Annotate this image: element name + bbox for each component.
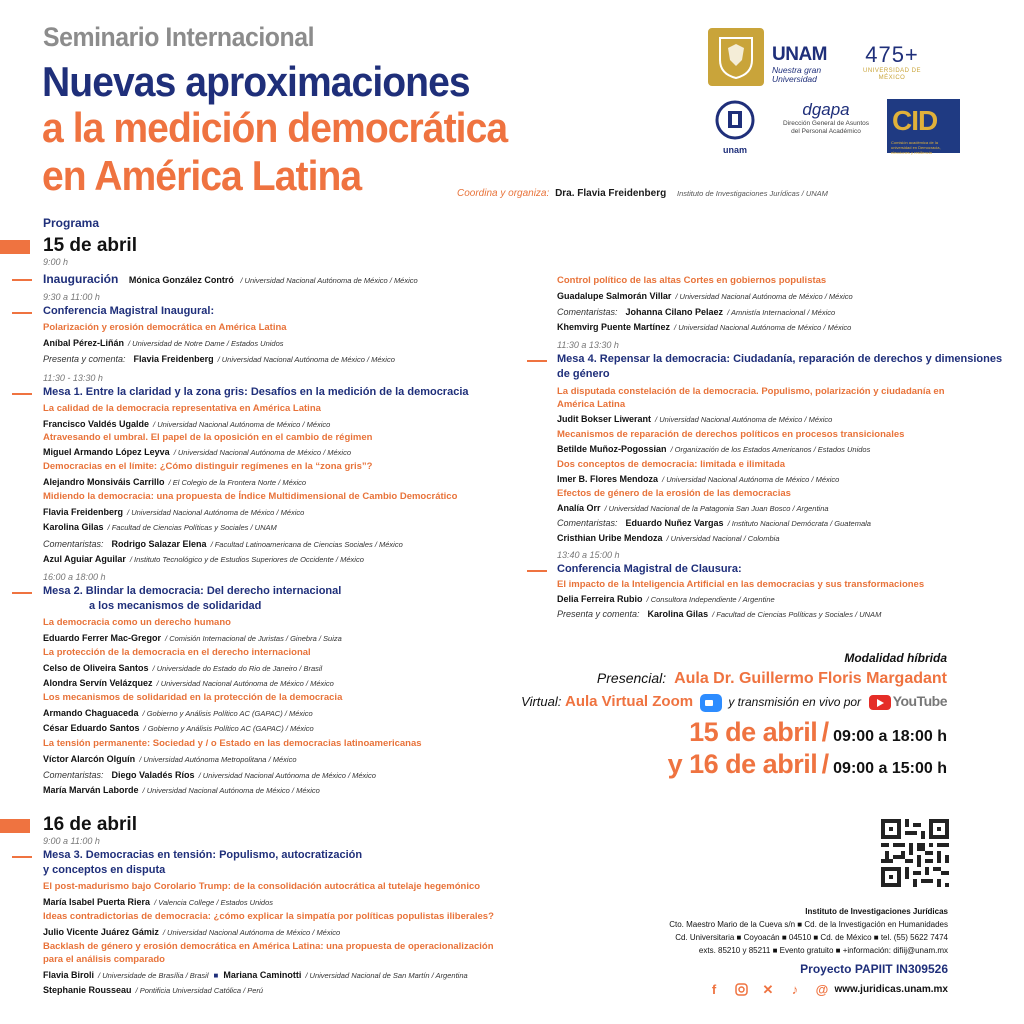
speaker-name: Delia Ferreira Rubio xyxy=(557,594,643,604)
speaker-name: Cristhian Uribe Mendoza xyxy=(557,533,663,543)
speaker-name: Rodrigo Salazar Elena xyxy=(111,539,207,549)
speaker-name: Judit Bokser Liwerant xyxy=(557,414,652,424)
time-slot: 11:30 a 13:30 h xyxy=(557,340,619,350)
speaker-affiliation: / Instituto Tecnológico y de Estudios Superiores de Occidente / México xyxy=(129,555,364,564)
speaker-line xyxy=(43,927,340,937)
speaker-name: María Isabel Puerta Riera xyxy=(43,897,151,907)
anniversary-number: 475+ xyxy=(865,42,919,67)
inauguration-line xyxy=(43,272,418,286)
speaker-affiliation: / Universidad Nacional Autónoma de México / México xyxy=(662,475,840,484)
address-line-2: Cd. Universitaria ■ Coyoacán ■ 04510 ■ Cd. de México ■ tel. (55) 5622 7474 xyxy=(675,933,948,942)
qr-code[interactable] xyxy=(881,819,949,887)
youtube-wordmark[interactable]: YouTube xyxy=(892,693,947,709)
talk-title: El post-madurismo bajo Corolario Trump: de la consolidación autocrática al tutelaje hegemónico xyxy=(43,881,481,892)
speaker-line xyxy=(557,414,832,424)
institution-name: Instituto de Investigaciones Jurídicas xyxy=(805,907,948,916)
virtual-label: Virtual: xyxy=(521,694,562,709)
time-slot: 11:30 - 13:30 h xyxy=(43,373,103,383)
speaker-name: Azul Aguiar Aguilar xyxy=(43,554,126,564)
commentator-line xyxy=(557,533,779,543)
speaker-name: Flavia Biroli xyxy=(43,970,95,980)
speaker-name: Stephanie Rousseau xyxy=(43,985,132,995)
speaker-affiliation: / Comisión Internacional de Juristas / Ginebra / Suiza xyxy=(165,634,342,643)
commentator-line xyxy=(557,307,835,317)
speaker-name: Mónica González Contró xyxy=(128,275,234,285)
program-label: Programa xyxy=(43,216,100,230)
inauguration-title: Inauguración xyxy=(43,272,119,286)
speaker-name: Flavia Freidenberg xyxy=(43,507,124,517)
role-label: Comentaristas: xyxy=(557,307,618,317)
day-marker xyxy=(0,819,30,833)
speaker-affiliation: / Instituto Nacional Demócrata / Guatemala xyxy=(727,519,871,528)
speaker-line xyxy=(43,723,314,733)
dgapa-wordmark: dgapa xyxy=(802,100,850,119)
session-marker xyxy=(527,360,547,362)
talk-title: Midiendo la democracia: una propuesta de Índice Multidimensional de Cambio Democrático xyxy=(43,491,458,502)
speaker-affiliation: / El Colegio de la Frontera Norte / México xyxy=(168,478,307,487)
talk-title: Polarización y erosión democrática en América Latina xyxy=(43,322,287,333)
talk-title: Mecanismos de reparación de derechos políticos en procesos transicionales xyxy=(557,429,905,440)
role-label: Presenta y comenta: xyxy=(557,609,640,619)
title-line-2: a la medición democrática xyxy=(42,104,508,151)
instagram-icon[interactable] xyxy=(734,983,748,997)
project-id: Proyecto PAPIIT IN309526 xyxy=(800,962,948,976)
session-title-cont: de género xyxy=(557,368,610,380)
speaker-affiliation: / Universidad Nacional Autónoma de México / México xyxy=(153,420,331,429)
speaker-name: César Eduardo Santos xyxy=(43,723,140,733)
speaker-affiliation: / Universidad Nacional Autónoma de México / México xyxy=(240,276,418,285)
session-title-cont: a los mecanismos de solidaridad xyxy=(89,600,262,612)
speaker-name: Betilde Muñoz-Pogossian xyxy=(557,444,667,454)
speaker-name: Mariana Caminotti xyxy=(223,970,302,980)
unam-wordmark: UNAM xyxy=(772,44,827,65)
session-title: Conferencia Magistral de Clausura: xyxy=(557,563,742,575)
iij-sub: unam xyxy=(722,145,747,155)
talk-title: La protección de la democracia en el derecho internacional xyxy=(43,647,311,658)
threads-icon[interactable]: @ xyxy=(815,982,829,997)
coordinator xyxy=(457,188,828,199)
speaker-line xyxy=(557,474,839,484)
speaker-name: Armando Chaguaceda xyxy=(43,708,139,718)
cid-logo xyxy=(887,99,960,153)
speaker-name: Víctor Alarcón Olguín xyxy=(43,754,136,764)
day-marker xyxy=(0,240,30,254)
session-marker xyxy=(12,592,32,594)
speaker-line xyxy=(43,708,313,718)
unam-shield-logo xyxy=(708,28,764,86)
speaker-affiliation: / Universidade de Brasília / Brasil xyxy=(98,971,209,980)
speaker-name: Flavia Freidenberg xyxy=(133,354,214,364)
speaker-name: Khemvirg Puente Martínez xyxy=(557,322,671,332)
speaker-affiliation: / Amnistía Internacional / México xyxy=(727,308,836,317)
speaker-affiliation: / Universidad Nacional de la Patagonia San Juan Bosco / Argentina xyxy=(604,504,829,513)
speaker-affiliation: / Universidad Nacional Autónoma de México / México xyxy=(675,292,853,301)
speaker-name: Alejandro Monsiváis Carrillo xyxy=(43,477,165,487)
speaker-line xyxy=(557,594,775,604)
speaker-name: Eduardo Ferrer Mac-Gregor xyxy=(43,633,162,643)
date-separator: / xyxy=(821,717,829,747)
talk-title: La disputada constelación de la democracia. Populismo, polarización y ciudadanía en xyxy=(557,386,945,397)
zoom-icon xyxy=(700,694,722,712)
speaker-line xyxy=(557,503,829,513)
unam-slogan: Nuestra gran Universidad xyxy=(772,65,822,84)
in-person-venue xyxy=(597,670,947,688)
speaker-affiliation: / Universidad Nacional Autónoma de México / México xyxy=(655,415,833,424)
date-line-1 xyxy=(689,717,947,748)
speaker-affiliation: / Universidad Nacional / Colombia xyxy=(666,534,780,543)
speaker-line: Flavia Biroli / Universidade de Brasília / Brasil ■ Mariana Caminotti / Universidad Nacional de San Martín / Argentina xyxy=(43,970,468,980)
virtual-venue xyxy=(521,693,947,712)
speaker-line xyxy=(43,447,351,457)
speaker-affiliation: / Universidad Nacional de San Martín / Argentina xyxy=(305,971,468,980)
role-label: Comentaristas: xyxy=(43,539,104,549)
role-label: Presenta y comenta: xyxy=(43,354,126,364)
speaker-line xyxy=(43,338,284,348)
coordinator-institution: Instituto de Investigaciones Jurídicas / UNAM xyxy=(677,189,828,198)
speaker-affiliation: / Universidad de Notre Dame / Estados Unidos xyxy=(128,339,284,348)
speaker-line xyxy=(557,444,870,454)
date-separator: / xyxy=(821,749,829,779)
speaker-name: Francisco Valdés Ugalde xyxy=(43,419,150,429)
speaker-name: María Marván Laborde xyxy=(43,785,139,795)
session-marker xyxy=(12,856,32,858)
time-slot: 13:40 a 15:00 h xyxy=(557,550,620,560)
hours-1: 09:00 a 18:00 h xyxy=(833,728,947,745)
commentator-line xyxy=(43,785,320,795)
presenter-line xyxy=(43,354,395,364)
session-marker xyxy=(12,312,32,314)
speaker-name: Celso de Oliveira Santos xyxy=(43,663,149,673)
youtube-icon xyxy=(869,695,891,710)
role-label: Comentaristas: xyxy=(557,518,618,528)
talk-title: Los mecanismos de solidaridad en la protección de la democracia xyxy=(43,692,343,703)
commentator-line xyxy=(557,518,871,528)
address-line-1: Cto. Maestro Mario de la Cueva s/n ■ Cd. de la Investigación en Humanidades xyxy=(669,920,948,929)
stream-text: y transmisión en vivo por xyxy=(728,695,862,709)
session-title: Mesa 2. Blindar la democracia: Del derecho internacional xyxy=(43,585,342,597)
title-line-1: Nuevas aproximaciones xyxy=(42,58,470,105)
title-line-3: en América Latina xyxy=(42,152,362,199)
session-title: Mesa 1. Entre la claridad y la zona gris: Desafíos en la medición de la democracia xyxy=(43,386,469,398)
address-line-3: exts. 85210 y 85211 ■ Evento gratuito ■ +información: difiij@unam.mx xyxy=(698,946,948,955)
speaker-affiliation: / Universidad Nacional Autónoma de México / México xyxy=(142,786,320,795)
speaker-name: Alondra Servín Velázquez xyxy=(43,678,153,688)
speaker-affiliation: / Universidade do Estado do Rio de Janeiro / Brasil xyxy=(152,664,323,673)
speaker-line xyxy=(43,477,306,487)
commentator-line xyxy=(43,770,376,780)
tiktok-icon[interactable]: ♪ xyxy=(791,982,799,997)
speaker-affiliation: / Gobierno y Análisis Político AC (GAPAC) / México xyxy=(143,724,314,733)
cid-wordmark: CID xyxy=(892,105,938,136)
facebook-icon[interactable]: f xyxy=(711,982,717,997)
talk-title: Efectos de género de la erosión de las democracias xyxy=(557,488,791,499)
speaker-name: Diego Valadés Ríos xyxy=(111,770,195,780)
talk-title: La calidad de la democracia representativa en América Latina xyxy=(43,403,321,414)
talk-title: La democracia como un derecho humano xyxy=(43,617,231,628)
speaker-affiliation: / Universidad Nacional Autónoma de México / México xyxy=(156,679,334,688)
speaker-name: Imer B. Flores Mendoza xyxy=(557,474,659,484)
speaker-name: Eduardo Nuñez Vargas xyxy=(625,518,724,528)
speaker-affiliation: / Universidad Nacional Autónoma de México / México xyxy=(674,323,852,332)
session-marker xyxy=(12,393,32,395)
speaker-line xyxy=(43,985,263,995)
talk-title: Democracias en el límite: ¿Cómo distinguir regímenes en la “zona gris”? xyxy=(43,461,373,472)
speaker-line xyxy=(43,419,330,429)
talk-title: Atravesando el umbral. El papel de la oposición en el cambio de régimen xyxy=(43,432,373,443)
talk-title-cont: para el análisis comparado xyxy=(43,954,165,965)
speaker-affiliation: / Universidad Nacional Autónoma de México / México xyxy=(127,508,305,517)
anniversary-sub: UNIVERSIDAD DE MÉXICO xyxy=(862,68,921,81)
commentator-line xyxy=(43,554,364,564)
coordinator-label: Coordina y organiza: xyxy=(457,188,550,199)
anniversary-logo xyxy=(860,42,924,88)
role-label: Comentaristas: xyxy=(43,770,104,780)
talk-title-cont: América Latina xyxy=(557,399,626,410)
speaker-affiliation: / Universidad Autónoma Metropolitana / México xyxy=(139,755,297,764)
speaker-affiliation: / Gobierno y Análisis Político AC (GAPAC) / México xyxy=(142,709,313,718)
speaker-name: Miguel Armando López Leyva xyxy=(43,447,170,457)
talk-title: El impacto de la Inteligencia Artificial en las democracias y sus transformaciones xyxy=(557,579,925,590)
session-marker xyxy=(527,570,547,572)
speaker-line xyxy=(43,522,277,532)
speaker-affiliation: / Universidad Nacional Autónoma de México / México xyxy=(198,771,376,780)
speaker-line xyxy=(43,678,334,688)
speaker-affiliation: / Facultad Latinoamericana de Ciencias Sociales / México xyxy=(210,540,403,549)
speaker-affiliation: / Facultad de Ciencias Políticas y Sociales / UNAM xyxy=(712,610,882,619)
modality-heading: Modalidad híbrida xyxy=(844,651,947,665)
session-marker xyxy=(12,279,32,281)
in-person-label: Presencial: xyxy=(596,670,667,686)
speaker-affiliation: / Facultad de Ciencias Políticas y Sociales / UNAM xyxy=(107,523,277,532)
speaker-name: Guadalupe Salmorán Villar xyxy=(557,291,672,301)
hours-2: 09:00 a 15:00 h xyxy=(833,760,947,777)
speaker-line xyxy=(557,291,853,301)
website-link[interactable]: www.juridicas.unam.mx xyxy=(834,984,948,995)
cid-sub: Comisión académica de la universidad en Democracia, elecciones y resiliencia xyxy=(891,140,941,155)
presenter-line xyxy=(557,609,881,619)
dgapa-sub: Dirección General de Asuntos del Personal Académico xyxy=(783,120,869,135)
speaker-affiliation: / Organización de los Estados Americanos / Estados Unidos xyxy=(670,445,871,454)
coordinator-name: Dra. Flavia Freidenberg xyxy=(555,188,667,199)
x-icon[interactable]: ✕ xyxy=(762,982,774,997)
speaker-line xyxy=(43,507,304,517)
in-person-value: Aula Dr. Guillermo Floris Margadant xyxy=(674,670,947,687)
talk-title: Ideas contradictorias de democracia: ¿cómo explicar la simpatía por políticas populistas iliberales? xyxy=(43,911,494,922)
talk-title: Dos conceptos de democracia: limitada e ilimitada xyxy=(557,459,786,470)
speaker-line xyxy=(43,754,297,764)
time-slot: 9:30 a 11:00 h xyxy=(43,292,100,302)
speaker-name: Johanna Cilano Pelaez xyxy=(625,307,724,317)
dgapa-logo xyxy=(780,100,872,158)
unam-logo xyxy=(772,44,854,88)
time-slot: 16:00 a 18:00 h xyxy=(43,572,106,582)
date-line-2 xyxy=(668,749,947,780)
speaker-name: Julio Vicente Juárez Gámiz xyxy=(43,927,159,937)
speaker-affiliation: / Valencia College / Estados Unidos xyxy=(154,898,274,907)
virtual-value[interactable]: Aula Virtual Zoom xyxy=(565,693,694,710)
speaker-name: Karolina Gilas xyxy=(647,609,709,619)
speaker-line xyxy=(43,897,273,907)
talk-title: La tensión permanente: Sociedad y / o Estado en las democracias latinoamericanas xyxy=(43,738,422,749)
time-slot: 9:00 h xyxy=(43,257,69,267)
speaker-line xyxy=(43,633,342,643)
session-title: Conferencia Magistral Inaugural: xyxy=(43,305,215,317)
time-slot: 9:00 a 11:00 h xyxy=(43,836,100,846)
speaker-name: Analía Orr xyxy=(557,503,601,513)
session-title: Mesa 4. Repensar la democracia: Ciudadanía, reparación de derechos y dimensiones xyxy=(557,353,1003,365)
speaker-affiliation: / Universidad Nacional Autónoma de México / México xyxy=(162,928,341,937)
talk-title: Control político de las altas Cortes en gobiernos populistas xyxy=(557,275,827,286)
speaker-line xyxy=(43,663,322,673)
speaker-name: Karolina Gilas xyxy=(43,522,104,532)
session-title-cont: y conceptos en disputa xyxy=(43,864,166,876)
day-1-heading: 15 de abril xyxy=(43,235,137,256)
speaker-affiliation: / Consultora Independiente / Argentine xyxy=(646,595,775,604)
day-2-heading: 16 de abril xyxy=(43,814,137,835)
commentator-line xyxy=(43,539,403,549)
speaker-affiliation: / Universidad Nacional Autónoma de México / México xyxy=(173,448,351,457)
date-2: y 16 de abril xyxy=(667,749,818,779)
speaker-name: Aníbal Pérez-Liñán xyxy=(43,338,125,348)
speaker-affiliation: / Universidad Nacional Autónoma de México / México xyxy=(217,355,395,364)
iij-logo xyxy=(712,100,758,155)
commentator-line xyxy=(557,322,851,332)
event-kicker: Seminario Internacional xyxy=(43,22,315,52)
session-title: Mesa 3. Democracias en tensión: Populismo, autocratización xyxy=(43,849,363,861)
speaker-affiliation: / Pontificia Universidad Católica / Perú xyxy=(135,986,264,995)
date-1: 15 de abril xyxy=(689,717,818,747)
talk-title: Backlash de género y erosión democrática en América Latina: una propuesta de operacionalización xyxy=(43,941,494,952)
